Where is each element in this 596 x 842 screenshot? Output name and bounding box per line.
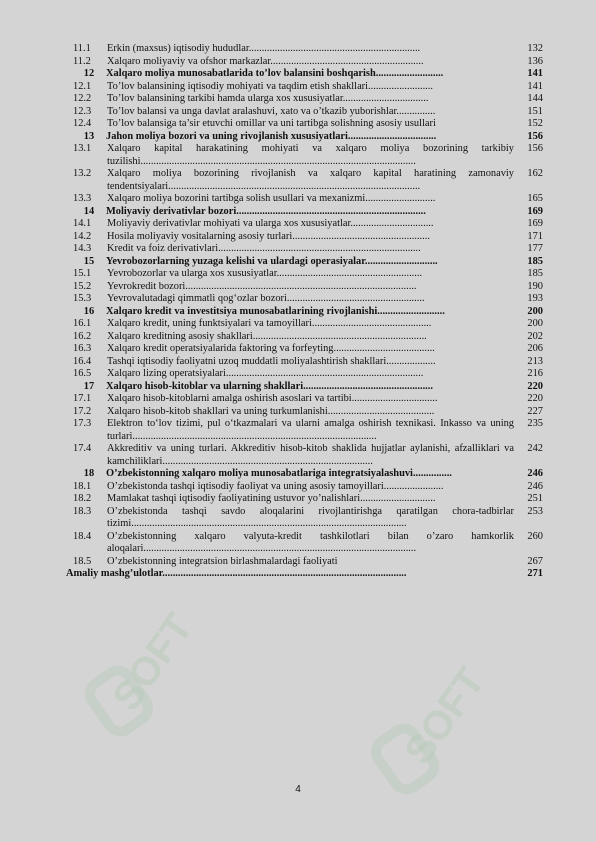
toc-chapter-row	[72, 381, 544, 394]
toc-entry-title: Xalqaro moliya munosabatlarida to’lov balansini boshqarish..........................	[106, 68, 444, 79]
toc-entry-number: 12	[83, 68, 95, 79]
toc-entry-page: 169	[527, 218, 543, 229]
toc-entry-page: 141	[527, 80, 543, 92]
toc-entry-title: Yevrobozorlar va ularga xos xususiyatlar........................................................	[107, 268, 423, 279]
toc-entry-page: 251	[527, 493, 543, 504]
toc-section-row	[72, 81, 544, 94]
toc-section-row	[72, 406, 544, 419]
toc-section-row	[72, 268, 544, 281]
toc-entry-title: Xalqaro hisob-kitoblarni amalga oshirish asoslari va tartibi.................................	[107, 393, 438, 404]
toc-section-row	[72, 281, 544, 294]
toc-entry-title: Erkin (maxsus) iqtisodiy hududlar..................................................................	[107, 43, 421, 54]
toc-entry-number: 13.2	[73, 168, 92, 179]
toc-entry-title: Xalqaro kreditning asosiy shakllari...................................................................	[107, 330, 427, 342]
toc-entry-page: 246	[527, 480, 543, 492]
toc-entry-title: Mamlakat tashqi iqtisodiy faoliyatining ustuvor yo’nalishlari.............................	[107, 493, 436, 504]
toc-entry-title: Xalqaro kredit va investitsiya munosabatlarining rivojlanishi..........................	[106, 305, 445, 317]
toc-section-row	[72, 218, 544, 231]
toc-entry-title: Elektron to‘lov tizimi, pul o‘tkazmalari va ularni amalga oshirish texnikasi. Inkasso va uning turlari..............................................................................................	[107, 418, 514, 442]
toc-entry-number: 17.4	[73, 443, 92, 454]
toc-section-row	[72, 193, 544, 206]
toc-entry-title: To’lov balansining iqtisodiy mohiyati va taqdim etish shakllari.........................	[107, 80, 433, 92]
toc-entry-page: 200	[527, 305, 543, 317]
toc-practical-page: 271	[527, 568, 543, 579]
toc-entry-number: 18	[83, 468, 95, 479]
toc-section-row	[72, 556, 544, 569]
toc-entry-page: 216	[527, 368, 543, 379]
toc-entry-number: 18.5	[73, 555, 92, 567]
toc-entry-title: To’lov balansiga ta’sir etuvchi omillar va uni tartibga solishning asosiy usullari	[107, 118, 436, 129]
toc-entry-number: 15.1	[73, 268, 92, 279]
toc-section-row	[72, 343, 544, 356]
toc-chapter-row	[72, 256, 544, 269]
page-number: 4	[295, 784, 301, 795]
toc-entry-page: 235	[527, 418, 543, 429]
toc-section-row	[72, 531, 544, 556]
toc-entry-number: 15	[83, 255, 95, 267]
toc-entry-number: 13	[83, 130, 95, 142]
toc-entry-title: Moliyaviy derivativlar bozori.........................................................................	[106, 205, 426, 217]
toc-entry-number: 14	[83, 205, 95, 217]
toc-section-row	[72, 356, 544, 369]
toc-entry-title: O’zbekistonda tashqi iqtisodiy faoliyat va uning asosiy tamoyillari.......................	[107, 480, 444, 492]
toc-entry-number: 11.1	[73, 43, 91, 54]
toc-entry-number: 16.4	[73, 355, 92, 367]
toc-entry-title: To’lov balansining tarkibi hamda ularga xos xususiyatlar.................................	[107, 93, 429, 104]
toc-entry-title: Xalqaro kredit, uning funktsiyalari va tamoyillari..............................................	[107, 318, 432, 329]
toc-entry-title: Yevrovalutadagi qimmatli qog‘ozlar bozori.....................................................	[107, 293, 425, 304]
toc-entry-title: Xalqaro hisob-kitob shakllari va uning turkumlanishi.........................................	[107, 405, 435, 417]
toc-entry-number: 12.2	[73, 93, 92, 104]
toc-section-row	[72, 506, 544, 531]
toc-entry-number: 14.3	[73, 243, 92, 254]
toc-chapter-row	[72, 68, 544, 81]
toc-entry-page: 171	[527, 230, 543, 242]
toc-entry-page: 253	[527, 505, 543, 517]
toc-section-row	[72, 43, 544, 56]
toc-entry-title: Xalqaro kredit operatsiyalarida faktoring va forfeyting.......................................	[107, 343, 435, 354]
toc-entry-page: 132	[527, 43, 543, 54]
toc-entry-page: 193	[527, 293, 543, 304]
toc-entry-number: 18.2	[73, 493, 92, 504]
watermark-text-right: SOFT	[396, 659, 494, 773]
toc-entry-number: 17	[83, 380, 95, 392]
toc-entry-page: 213	[527, 355, 543, 367]
toc-entry-page: 260	[527, 530, 543, 542]
toc-entry-page: 169	[527, 205, 543, 217]
toc-entry-title: Xalqaro moliya bozorining rivojlanish va xalqaro kapital haratining zamonaviy tendentsiyalari.................................................................................................	[107, 168, 514, 192]
toc-entry-page: 246	[527, 468, 543, 479]
toc-entry-page: 200	[527, 318, 543, 329]
toc-entry-title: Xalqaro moliyaviy va ofshor markazlar...........................................................	[107, 55, 424, 67]
toc-entry-title: O’zbekistonning xalqaro valyuta-kredit tashkilotlari bilan o’zaro hamkorlik aloqalari.........................................................................................................	[107, 530, 514, 554]
toc-section-row	[72, 231, 544, 244]
toc-entry-page: 185	[527, 255, 543, 267]
toc-entry-number: 16	[83, 305, 95, 317]
toc-entry-number: 18.3	[73, 505, 92, 517]
toc-entry-page: 152	[527, 118, 543, 129]
toc-entry-number: 12.1	[73, 80, 92, 92]
toc-section-row	[72, 93, 544, 106]
toc-entry-number: 14.2	[73, 230, 92, 242]
toc-section-row	[72, 443, 544, 468]
toc-entry-number: 13.3	[73, 193, 92, 204]
toc-entry-page: 177	[527, 243, 543, 254]
toc-chapter-row	[72, 306, 544, 319]
toc-section-row	[72, 318, 544, 331]
toc-entry-title: Hosila moliyaviy vositalarning asosiy turlari.....................................................	[107, 230, 430, 242]
toc-entry-title: Xalqaro kapital harakatining mohiyati va xalqaro moliya bozorining tarkibiy tuzilishi..........................................................................................................	[107, 143, 514, 167]
toc-entry-number: 16.2	[73, 330, 92, 342]
toc-entry-title: Xalqaro lizing operatsiyalari............................................................................	[107, 368, 424, 379]
toc-section-row	[72, 56, 544, 69]
toc-entry-number: 11.2	[73, 55, 91, 67]
toc-section-row	[72, 118, 544, 131]
toc-entry-page: 136	[527, 55, 543, 67]
table-of-contents	[66, 43, 544, 581]
toc-entry-number: 18.1	[73, 480, 92, 492]
toc-entry-number: 17.1	[73, 393, 92, 404]
toc-section-row	[72, 143, 544, 168]
toc-entry-number: 17.3	[73, 418, 92, 429]
toc-section-row	[72, 293, 544, 306]
toc-chapter-row	[72, 468, 544, 481]
toc-section-row	[72, 243, 544, 256]
toc-entry-number: 14.1	[73, 218, 92, 229]
toc-entry-title: O’zbekistonda tashqi savdo aloqalarini rivojlantirishga qaratilgan chora-tadbirlar tizimi..........................................................................................................	[107, 505, 514, 529]
toc-entry-title: Kredit va foiz derivativlari..............................................................................	[107, 243, 421, 254]
toc-entry-number: 16.5	[73, 368, 92, 379]
toc-entry-number: 16.3	[73, 343, 92, 354]
toc-entry-page: 267	[527, 555, 543, 567]
toc-entry-page: 227	[527, 405, 543, 417]
toc-entry-page: 144	[527, 93, 543, 104]
watermark-logo-left	[78, 658, 160, 743]
toc-entry-title: Xalqaro hisob-kitoblar va ularning shakllari..................................................	[106, 380, 433, 392]
toc-entry-page: 190	[527, 280, 543, 292]
toc-section-row	[72, 393, 544, 406]
watermark-text-left: SOFT	[104, 605, 202, 719]
toc-entry-title: Moliyaviy derivativlar mohiyati va ularga xos xususiyatlar................................	[107, 218, 434, 229]
toc-entry-number: 18.4	[73, 530, 92, 542]
toc-entry-number: 17.2	[73, 405, 92, 417]
toc-section-row	[72, 106, 544, 119]
toc-entry-number: 16.1	[73, 318, 92, 329]
toc-entry-page: 185	[527, 268, 543, 279]
toc-entry-page: 242	[527, 443, 543, 454]
toc-entry-title: Jahon moliya bozori va uning rivojlanish xususiyatlari..................................	[106, 130, 437, 142]
toc-entry-page: 165	[527, 193, 543, 204]
toc-section-row	[72, 481, 544, 494]
toc-entry-page: 156	[527, 143, 543, 154]
toc-entry-page: 151	[527, 105, 543, 117]
toc-entry-page: 156	[527, 130, 543, 142]
toc-entry-title: O’zbekistonning xalqaro moliya munosabatlariga integratsiyalashuvi...............	[106, 468, 452, 479]
toc-entry-title: Akkreditiv va uning turlari. Akkreditiv hisob-kitob shaklida hujjatlar aylanishi, afzalliklari va kamchiliklari.................................................................................	[107, 443, 514, 467]
toc-entry-title: O’zbekistonning integratsion birlashmalardagi faoliyati	[107, 555, 338, 567]
toc-section-row	[72, 368, 544, 381]
toc-chapter-row	[72, 131, 544, 144]
toc-chapter-row	[72, 206, 544, 219]
toc-entry-number: 12.3	[73, 105, 92, 117]
toc-section-row	[72, 331, 544, 344]
toc-entry-page: 206	[527, 343, 543, 354]
toc-entry-page: 220	[527, 380, 543, 392]
toc-entry-title: Yevrobozorlarning yuzaga kelishi va ulardagi operasiyalar............................	[106, 255, 438, 267]
toc-entry-title: Yevrokredit bozori.........................................................................................	[107, 280, 417, 292]
toc-practical-row	[66, 568, 544, 581]
toc-entry-page: 141	[527, 68, 543, 79]
toc-entry-title: To’lov balansi va unga davlat aralashuvi, xato va o’tkazib yuborishlar...............	[107, 105, 436, 117]
toc-section-row	[72, 493, 544, 506]
toc-entry-page: 202	[527, 330, 543, 342]
toc-section-row	[72, 418, 544, 443]
toc-entry-number: 15.2	[73, 280, 92, 292]
toc-section-row	[72, 168, 544, 193]
toc-entry-title: Tashqi iqtisodiy faoliyatni uzoq muddatli moliyalashtirish shakllari...................	[107, 355, 436, 367]
toc-entry-number: 12.4	[73, 118, 92, 129]
toc-entry-number: 13.1	[73, 143, 92, 154]
toc-entry-page: 220	[527, 393, 543, 404]
toc-practical-title: Amaliy mashg’ulotlar..............................................................................................	[66, 568, 407, 579]
toc-entry-number: 15.3	[73, 293, 92, 304]
toc-entry-title: Xalqaro moliya bozorini tartibga solish usullari va mexanizmi...........................	[107, 193, 436, 204]
toc-entry-page: 162	[527, 168, 543, 179]
